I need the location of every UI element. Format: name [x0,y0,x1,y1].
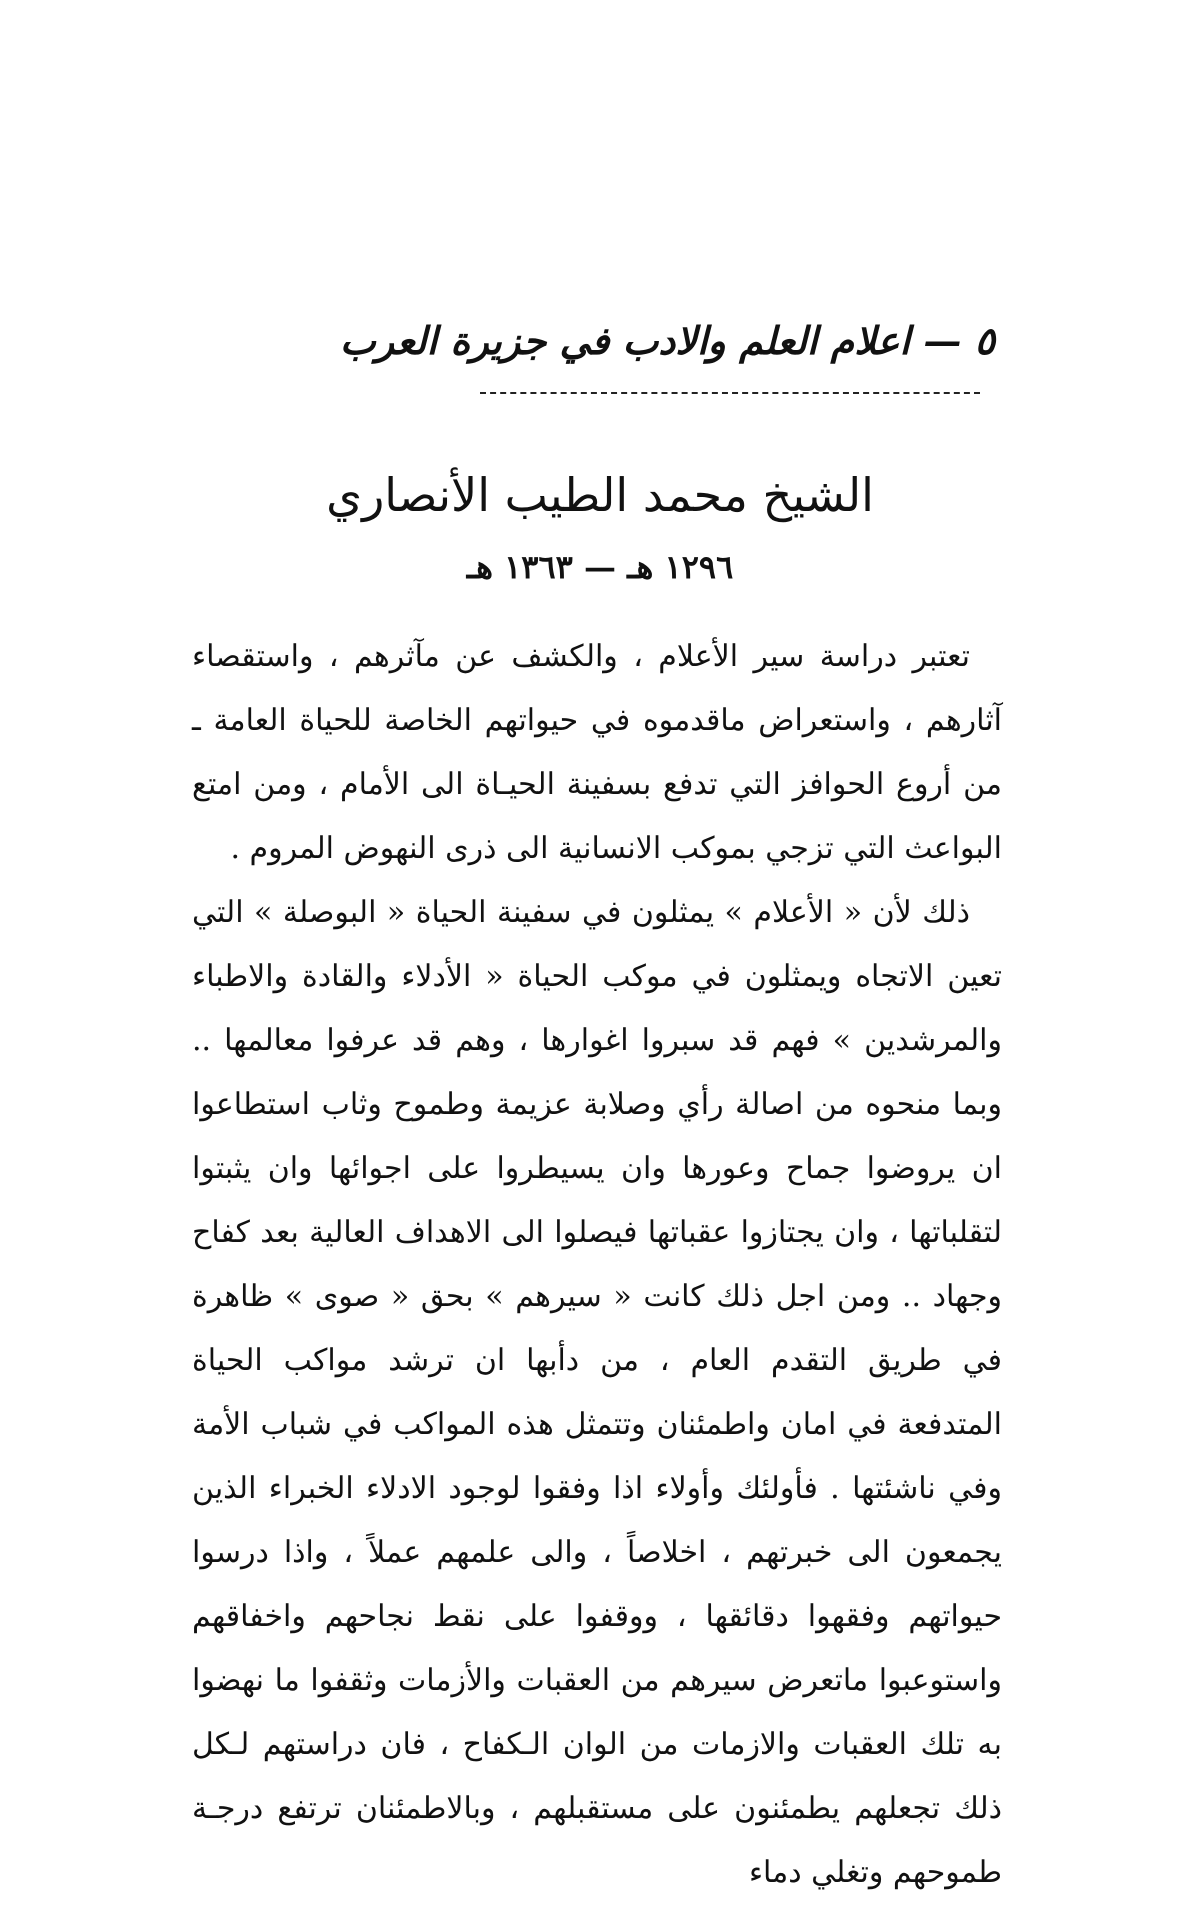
body-text [192,625,1002,1905]
series-heading: ٥ — اعلام العلم والادب في جزيرة العرب [339,318,995,363]
person-name-title: الشيخ محمد الطيب الأنصاري [326,468,874,522]
paragraph: تعتبر دراسة سير الأعلام ، والكشف عن مآثرهم ، واستقصاء آثارهم ، واستعراض ماقدموه في حيواتهم الخاصة للحياة العامة ـ من أروع الحوافز التي تدفع بسفينة الحيـاة الى الأمام ، ومن امتع البواعث التي تزجي بموكب الانسانية الى ذرى النهوض المروم . [192,639,1002,866]
paragraph: ذلك لأن « الأعلام » يمثلون في سفينة الحياة « البوصلة » التي تعين الاتجاه ويمثلون في موكب الحياة « الأدلاء والقادة والاطباء والمرشدين » فهم قد سبروا اغوارها ، وهم قد عرفوا معالمها .. وبما منحوه من اصالة رأي وصلابة عزيمة وطموح وثاب استطاعوا ان يروضوا جماح وعورها وان يسيطروا على اجوائها وان يثبتوا لتقلباتها ، وان يجتازوا عقباتها فيصلوا الى الاهداف العالية بعد كفاح وجهاد .. ومن اجل ذلك كانت « سيرهم » بحق « صوى » ظاهرة في طريق التقدم العام ، من دأبها ان ترشد مواكب الحياة المتدفعة في امان واطمئنان وتتمثل هذه المواكب في شباب الأمة وفي ناشئتها . فأولئك وأولاء اذا وفقوا لوجود الادلاء الخبراء الذين يجمعون الى خبرتهم ، اخلاصاً ، والى علمهم عملاً ، واذا درسوا حيواتهم وفقهوا دقائقها ، ووقفوا على نقط نجاحهم واخفاقهم واستوعبوا ماتعرض سيرهم من العقبات والأزمات وثقفوا ما نهضوا به تلك العقبات والازمات من الوان الـكفاح ، فان دراستهم لـكل ذلك تجعلهم يطمئنون على مستقبلهم ، وبالاطمئنان ترتفع درجـة طموحهم وتغلي دماء [192,895,1002,1890]
life-dates: ١٢٩٦ هـ — ١٣٦٣ هـ [466,548,734,586]
heading-dashed-rule [480,392,980,394]
